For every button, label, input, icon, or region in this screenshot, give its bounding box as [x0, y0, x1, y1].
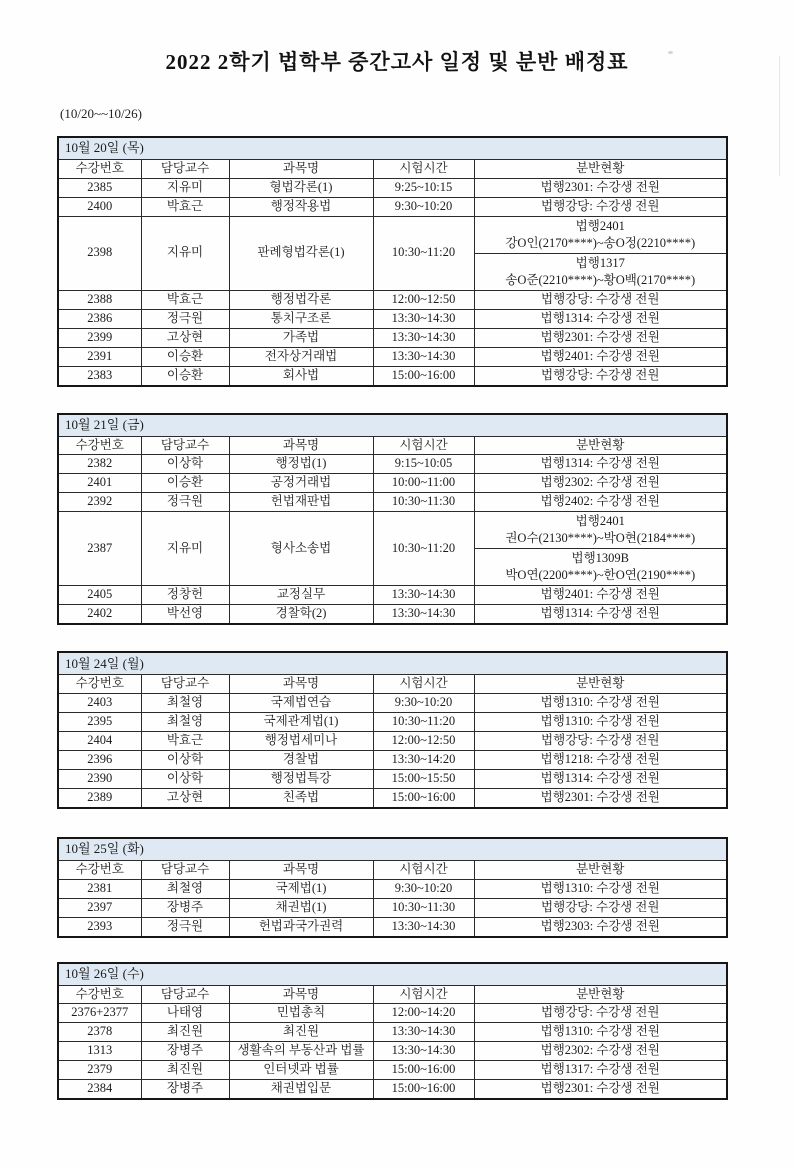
professor: 지유미: [141, 512, 229, 586]
room-assignment: 법행강당: 수강생 전원: [474, 197, 727, 216]
split-range: 박O연(2200****)~한O연(2190****): [505, 568, 696, 583]
exam-time: 15:00~16:00: [373, 366, 474, 386]
course-code: 2388: [58, 290, 141, 309]
table-date: 10월 26일 (수): [58, 963, 727, 986]
col-header-time: 시험시간: [373, 675, 474, 694]
exam-time: 13:30~14:30: [373, 605, 474, 625]
col-header-professor: 담당교수: [141, 985, 229, 1004]
col-header-subject: 과목명: [229, 675, 373, 694]
table-row: [58, 769, 727, 788]
table-row: [58, 712, 727, 731]
table-row: [58, 178, 727, 197]
scan-artifact: [779, 56, 780, 176]
col-header-subject: 과목명: [229, 436, 373, 455]
professor: 박효근: [141, 731, 229, 750]
exam-time: 9:30~10:20: [373, 693, 474, 712]
table-row: [58, 197, 727, 216]
table-row: [58, 328, 727, 347]
subject: 국제법(1): [229, 879, 373, 898]
exam-time: 13:30~14:30: [373, 586, 474, 605]
table-date: 10월 21일 (금): [58, 414, 727, 437]
table-date-row: [58, 137, 727, 160]
professor: 박선영: [141, 605, 229, 625]
professor: 최철영: [141, 712, 229, 731]
room-assignment-split: [474, 216, 727, 253]
subject: 전자상거래법: [229, 347, 373, 366]
col-header-professor: 담당교수: [141, 160, 229, 179]
col-header-assignment: 분반현황: [474, 985, 727, 1004]
room-assignment: 법행강당: 수강생 전원: [474, 366, 727, 386]
table-row-split: [58, 216, 727, 253]
room-assignment: 법행1310: 수강생 전원: [474, 712, 727, 731]
room-assignment: 법행강당: 수강생 전원: [474, 290, 727, 309]
room-assignment: 법행2401: 수강생 전원: [474, 347, 727, 366]
room-assignment: 법행강당: 수강생 전원: [474, 1004, 727, 1023]
professor: 나태영: [141, 1004, 229, 1023]
room-assignment-split: [474, 512, 727, 549]
exam-time: 12:00~12:50: [373, 290, 474, 309]
col-header-subject: 과목명: [229, 860, 373, 879]
exam-time: 15:00~16:00: [373, 1080, 474, 1100]
table-row-split: [58, 512, 727, 549]
room-assignment: 법행1314: 수강생 전원: [474, 455, 727, 474]
professor: 이승환: [141, 347, 229, 366]
course-code: 2387: [58, 512, 141, 586]
table-row: [58, 366, 727, 386]
exam-time: 13:30~14:30: [373, 347, 474, 366]
exam-time: 13:30~14:30: [373, 328, 474, 347]
table-row: [58, 586, 727, 605]
table-row: [58, 750, 727, 769]
room-assignment: 법행강당: 수강생 전원: [474, 898, 727, 917]
col-header-time: 시험시간: [373, 985, 474, 1004]
subject: 회사법: [229, 366, 373, 386]
col-header-professor: 담당교수: [141, 436, 229, 455]
table-row: [58, 879, 727, 898]
professor: 정극원: [141, 309, 229, 328]
course-code: 2379: [58, 1061, 141, 1080]
room-assignment: 법행1317: 수강생 전원: [474, 1061, 727, 1080]
subject: 최진원: [229, 1023, 373, 1042]
table-row: [58, 1080, 727, 1100]
professor: 지유미: [141, 216, 229, 290]
exam-table-oct25: [57, 837, 728, 938]
table-row: [58, 309, 727, 328]
subject: 교정실무: [229, 586, 373, 605]
professor: 최철영: [141, 693, 229, 712]
professor: 최철영: [141, 879, 229, 898]
exam-time: 10:00~11:00: [373, 474, 474, 493]
col-header-assignment: 분반현황: [474, 860, 727, 879]
course-code: 2390: [58, 769, 141, 788]
professor: 이상학: [141, 750, 229, 769]
professor: 장병주: [141, 1080, 229, 1100]
room-assignment: 법행2303: 수강생 전원: [474, 917, 727, 937]
course-code: 2401: [58, 474, 141, 493]
date-range-label: (10/20~~10/26): [60, 106, 142, 121]
col-header-time: 시험시간: [373, 860, 474, 879]
room-assignment: 법행1310: 수강생 전원: [474, 1023, 727, 1042]
room-assignment: 법행1218: 수강생 전원: [474, 750, 727, 769]
subject: 국제관계법(1): [229, 712, 373, 731]
exam-time: 10:30~11:20: [373, 512, 474, 586]
exam-table-oct21: [57, 413, 728, 626]
table-row: [58, 917, 727, 937]
professor: 이상학: [141, 769, 229, 788]
course-code: 2396: [58, 750, 141, 769]
exam-time: 13:30~14:30: [373, 309, 474, 328]
exam-table-oct26: [57, 962, 728, 1101]
col-header-code: 수강번호: [58, 675, 141, 694]
subject: 행정법(1): [229, 455, 373, 474]
subject: 행정법특강: [229, 769, 373, 788]
course-code: 2392: [58, 493, 141, 512]
course-code: 2395: [58, 712, 141, 731]
table-date-row: [58, 652, 727, 675]
room-assignment: 법행1314: 수강생 전원: [474, 769, 727, 788]
split-range: 권O수(2130****)~박O현(2184****): [505, 531, 696, 546]
table-header-row: [58, 436, 727, 455]
col-header-assignment: 분반현황: [474, 160, 727, 179]
subject: 형법각론(1): [229, 178, 373, 197]
table-row: [58, 1061, 727, 1080]
table-row: [58, 290, 727, 309]
col-header-time: 시험시간: [373, 160, 474, 179]
col-header-assignment: 분반현황: [474, 675, 727, 694]
professor: 이상학: [141, 455, 229, 474]
exam-time: 15:00~16:00: [373, 788, 474, 808]
room-assignment: 법행2402: 수강생 전원: [474, 493, 727, 512]
exam-time: 13:30~14:20: [373, 750, 474, 769]
table-header-row: [58, 985, 727, 1004]
course-code: 2386: [58, 309, 141, 328]
subject: 친족법: [229, 788, 373, 808]
course-code: 2385: [58, 178, 141, 197]
course-code: 2378: [58, 1023, 141, 1042]
table-row: [58, 788, 727, 808]
table-row: [58, 474, 727, 493]
subject: 경찰학(2): [229, 605, 373, 625]
room-assignment-split: [474, 253, 727, 290]
exam-table-oct20: [57, 136, 728, 387]
course-code: 2376+2377: [58, 1004, 141, 1023]
subject: 공정거래법: [229, 474, 373, 493]
col-header-assignment: 분반현황: [474, 436, 727, 455]
exam-time: 15:00~15:50: [373, 769, 474, 788]
exam-time: 13:30~14:30: [373, 1042, 474, 1061]
subject: 채권법입문: [229, 1080, 373, 1100]
exam-time: 10:30~11:30: [373, 493, 474, 512]
course-code: 2399: [58, 328, 141, 347]
room-assignment-split: [474, 549, 727, 586]
subject: 행정법각론: [229, 290, 373, 309]
subject: 형사소송법: [229, 512, 373, 586]
course-code: 2389: [58, 788, 141, 808]
course-code: 2404: [58, 731, 141, 750]
col-header-time: 시험시간: [373, 436, 474, 455]
exam-time: 10:30~11:30: [373, 898, 474, 917]
table-row: [58, 1004, 727, 1023]
split-range: 강O인(2170****)~송O정(2210****): [505, 235, 696, 250]
course-code: 2393: [58, 917, 141, 937]
exam-table-oct24: [57, 651, 728, 809]
subject: 채권법(1): [229, 898, 373, 917]
table-row: [58, 605, 727, 625]
table-date-row: [58, 963, 727, 986]
table-date: 10월 20일 (목): [58, 137, 727, 160]
exam-time: 13:30~14:30: [373, 1023, 474, 1042]
exam-time: 12:00~14:20: [373, 1004, 474, 1023]
course-code: 2405: [58, 586, 141, 605]
exam-time: 9:15~10:05: [373, 455, 474, 474]
col-header-professor: 담당교수: [141, 860, 229, 879]
professor: 최진원: [141, 1061, 229, 1080]
table-row: [58, 731, 727, 750]
professor: 지유미: [141, 178, 229, 197]
room-assignment: 법행1310: 수강생 전원: [474, 693, 727, 712]
professor: 정극원: [141, 917, 229, 937]
col-header-code: 수강번호: [58, 860, 141, 879]
col-header-subject: 과목명: [229, 160, 373, 179]
table-row: [58, 1042, 727, 1061]
subject: 통치구조론: [229, 309, 373, 328]
exam-time: 12:00~12:50: [373, 731, 474, 750]
table-date: 10월 24일 (월): [58, 652, 727, 675]
table-header-row: [58, 160, 727, 179]
exam-time: 9:25~10:15: [373, 178, 474, 197]
professor: 고상현: [141, 328, 229, 347]
exam-time: 10:30~11:20: [373, 216, 474, 290]
exam-time: 9:30~10:20: [373, 197, 474, 216]
room-assignment: 법행강당: 수강생 전원: [474, 731, 727, 750]
exam-time: 9:30~10:20: [373, 879, 474, 898]
split-room: 법행2401: [575, 514, 625, 529]
professor: 박효근: [141, 197, 229, 216]
exam-time: 10:30~11:20: [373, 712, 474, 731]
subject: 인터넷과 법률: [229, 1061, 373, 1080]
course-code: 2397: [58, 898, 141, 917]
subject: 행정법세미나: [229, 731, 373, 750]
professor: 정극원: [141, 493, 229, 512]
course-code: 2403: [58, 693, 141, 712]
col-header-subject: 과목명: [229, 985, 373, 1004]
subject: 민법총칙: [229, 1004, 373, 1023]
course-code: 2391: [58, 347, 141, 366]
course-code: 1313: [58, 1042, 141, 1061]
table-date: 10월 25일 (화): [58, 838, 727, 861]
col-header-code: 수강번호: [58, 436, 141, 455]
course-code: 2400: [58, 197, 141, 216]
table-row: [58, 898, 727, 917]
course-code: 2384: [58, 1080, 141, 1100]
table-row: [58, 493, 727, 512]
subject: 판례형법각론(1): [229, 216, 373, 290]
course-code: 2381: [58, 879, 141, 898]
subject: 헌법과국가권력: [229, 917, 373, 937]
table-date-row: [58, 414, 727, 437]
table-date-row: [58, 838, 727, 861]
professor: 정창헌: [141, 586, 229, 605]
professor: 박효근: [141, 290, 229, 309]
course-code: 2382: [58, 455, 141, 474]
col-header-professor: 담당교수: [141, 675, 229, 694]
subject: 가족법: [229, 328, 373, 347]
split-range: 송O준(2210****)~황O백(2170****): [505, 272, 696, 287]
room-assignment: 법행1310: 수강생 전원: [474, 879, 727, 898]
room-assignment: 법행2301: 수강생 전원: [474, 328, 727, 347]
scan-artifact: [668, 51, 673, 54]
table-header-row: [58, 675, 727, 694]
professor: 장병주: [141, 1042, 229, 1061]
col-header-code: 수강번호: [58, 160, 141, 179]
table-row: [58, 1023, 727, 1042]
room-assignment: 법행1314: 수강생 전원: [474, 309, 727, 328]
room-assignment: 법행2401: 수강생 전원: [474, 586, 727, 605]
room-assignment: 법행2302: 수강생 전원: [474, 474, 727, 493]
subject: 생활속의 부동산과 법률: [229, 1042, 373, 1061]
course-code: 2383: [58, 366, 141, 386]
table-row: [58, 693, 727, 712]
room-assignment: 법행2301: 수강생 전원: [474, 1080, 727, 1100]
table-header-row: [58, 860, 727, 879]
subject: 행정작용법: [229, 197, 373, 216]
table-row: [58, 347, 727, 366]
room-assignment: 법행2301: 수강생 전원: [474, 788, 727, 808]
subject: 국제법연습: [229, 693, 373, 712]
split-room: 법행2401: [575, 218, 625, 233]
col-header-code: 수강번호: [58, 985, 141, 1004]
exam-time: 13:30~14:30: [373, 917, 474, 937]
split-room: 법행1317: [575, 255, 625, 270]
subject: 경찰법: [229, 750, 373, 769]
room-assignment: 법행1314: 수강생 전원: [474, 605, 727, 625]
page-title: 2022 2학기 법학부 중간고사 일정 및 분반 배정표: [165, 50, 629, 74]
professor: 장병주: [141, 898, 229, 917]
professor: 이승환: [141, 366, 229, 386]
subject: 헌법재판법: [229, 493, 373, 512]
room-assignment: 법행2302: 수강생 전원: [474, 1042, 727, 1061]
document-page: [0, 46, 794, 1168]
exam-time: 15:00~16:00: [373, 1061, 474, 1080]
room-assignment: 법행2301: 수강생 전원: [474, 178, 727, 197]
professor: 이승환: [141, 474, 229, 493]
course-code: 2402: [58, 605, 141, 625]
split-room: 법행1309B: [571, 551, 629, 566]
table-row: [58, 455, 727, 474]
professor: 최진원: [141, 1023, 229, 1042]
course-code: 2398: [58, 216, 141, 290]
professor: 고상현: [141, 788, 229, 808]
